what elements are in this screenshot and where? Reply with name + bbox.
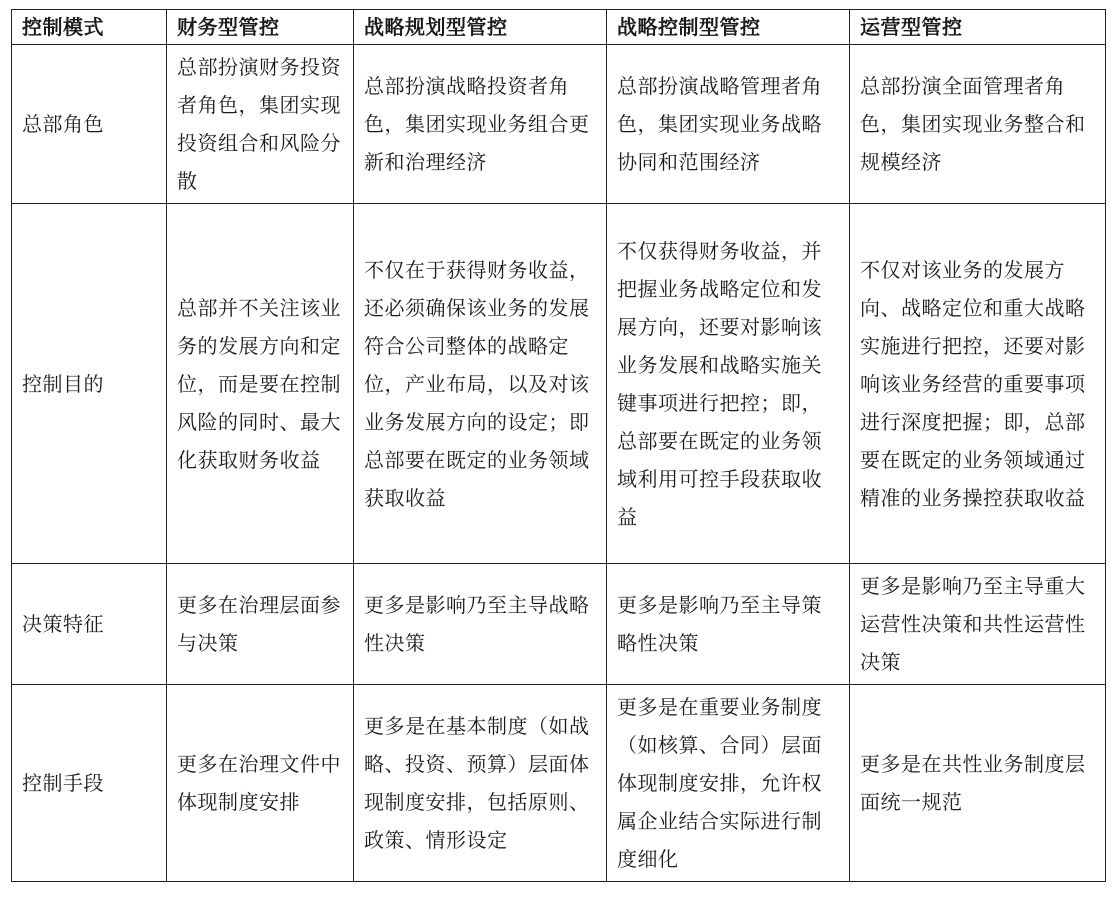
- header-row: [12, 10, 1106, 45]
- table-cell: 更多是在共性业务制度层面统一规范: [850, 685, 1106, 882]
- table-cell: 总部扮演战略管理者角色，集团实现业务战略协同和范围经济: [607, 45, 850, 204]
- table-cell: 更多是影响乃至主导战略性决策: [354, 564, 607, 685]
- row-label: 控制目的: [12, 204, 167, 564]
- header-strategic-control: 战略控制型管控: [607, 10, 850, 45]
- row-label: 决策特征: [12, 564, 167, 685]
- table-cell: 不仅获得财务收益，并把握业务战略定位和发展方向，还要对影响该业务发展和战略实施关键事项进行把控；即，总部要在既定的业务领域利用可控手段获取收益: [607, 204, 850, 564]
- table-row: [12, 204, 1106, 564]
- header-financial-control: 财务型管控: [167, 10, 354, 45]
- control-mode-comparison-table: [11, 9, 1106, 882]
- row-label: 总部角色: [12, 45, 167, 204]
- table-cell: 不仅对该业务的发展方向、战略定位和重大战略实施进行把控，还要对影响该业务经营的重要事项进行深度把握；即，总部要在既定的业务领域通过精准的业务操控获取收益: [850, 204, 1106, 564]
- table-cell: 更多是在重要业务制度（如核算、合同）层面体现制度安排，允许权属企业结合实际进行制度细化: [607, 685, 850, 882]
- table-cell: 总部扮演全面管理者角色，集团实现业务整合和规模经济: [850, 45, 1106, 204]
- table-cell: 总部扮演战略投资者角色，集团实现业务组合更新和治理经济: [354, 45, 607, 204]
- row-label: 控制手段: [12, 685, 167, 882]
- comparison-table-container: [11, 9, 1106, 882]
- table-cell: 更多是影响乃至主导策略性决策: [607, 564, 850, 685]
- header-control-mode: 控制模式: [12, 10, 167, 45]
- table-cell: 不仅在于获得财务收益，还必须确保该业务的发展符合公司整体的战略定位，产业布局，以及对该业务发展方向的设定；即总部要在既定的业务领域获取收益: [354, 204, 607, 564]
- table-cell: 总部扮演财务投资者角色，集团实现投资组合和风险分散: [167, 45, 354, 204]
- table-cell: 更多在治理文件中体现制度安排: [167, 685, 354, 882]
- table-row: [12, 45, 1106, 204]
- table-row: [12, 564, 1106, 685]
- table-cell: 更多在治理层面参与决策: [167, 564, 354, 685]
- table-row: [12, 685, 1106, 882]
- table-cell: 更多是在基本制度（如战略、投资、预算）层面体现制度安排，包括原则、政策、情形设定: [354, 685, 607, 882]
- table-cell: 总部并不关注该业务的发展方向和定位，而是要在控制风险的同时、最大化获取财务收益: [167, 204, 354, 564]
- header-strategic-planning-control: 战略规划型管控: [354, 10, 607, 45]
- header-operational-control: 运营型管控: [850, 10, 1106, 45]
- table-cell: 更多是影响乃至主导重大运营性决策和共性运营性决策: [850, 564, 1106, 685]
